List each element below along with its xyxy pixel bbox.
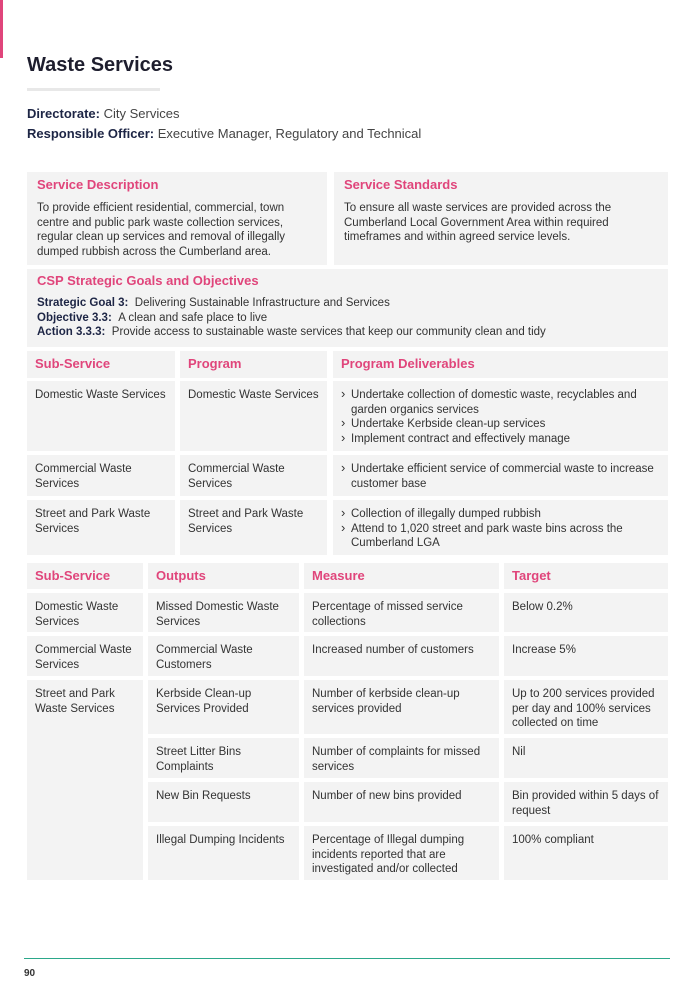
t2-header-target: Target [504, 563, 668, 589]
strategic-goal-label: Strategic Goal 3: [37, 297, 129, 309]
left-accent-bar [0, 0, 3, 58]
t2-subservice-street-park: Street and Park Waste Services [27, 680, 143, 880]
t2-measure-cell: Number of complaints for missed services [304, 738, 499, 778]
deliverable-item: › Undertake efficient service of commercial waste to increase customer base [341, 462, 660, 491]
page-title: Waste Services [27, 54, 174, 76]
deliverable-item: › Attend to 1,020 street and park waste bins across the Cumberland LGA [341, 522, 660, 551]
officer-label: Responsible Officer: [27, 126, 155, 141]
objective-label: Objective 3.3: [37, 311, 112, 324]
deliverable-item: › Collection of illegally dumped rubbish [341, 507, 660, 522]
footer-rule [24, 958, 670, 959]
page-number: 90 [24, 968, 36, 979]
t2-output-cell: Illegal Dumping Incidents [148, 826, 299, 880]
csp-details [37, 296, 658, 340]
t1-row1-deliverables [333, 381, 668, 451]
t2-output-cell: Street Litter Bins Complaints [148, 738, 299, 778]
directorate-value: City Services [103, 106, 180, 121]
t2-target-cell: Up to 200 services provided per day and 100% services collected on time [504, 680, 668, 734]
action-text: Provide access to sustainable waste services that keep our community clean and tidy [111, 326, 546, 338]
service-standards-box [334, 172, 668, 265]
t2-output-cell: Commercial Waste Customers [148, 636, 299, 676]
deliverable-item: › Undertake Kerbside clean-up services [341, 417, 660, 432]
t2-target-cell: Nil [504, 738, 668, 778]
t2-measure-cell: Number of new bins provided [304, 782, 499, 822]
t1-row1-program: Domestic Waste Services [180, 381, 327, 451]
title-underline [27, 88, 160, 91]
t2-output-cell: Missed Domestic Waste Services [148, 593, 299, 632]
t2-measure-cell: Percentage of missed service collections [304, 593, 499, 632]
strategic-goal-line [37, 296, 658, 311]
csp-heading: CSP Strategic Goals and Objectives [37, 273, 259, 288]
objective-line [37, 311, 658, 326]
t2-header-outputs: Outputs [148, 563, 299, 589]
t2-subservice-commercial: Commercial Waste Services [27, 636, 143, 676]
t1-row1-subservice: Domestic Waste Services [27, 381, 175, 451]
t2-target-cell: Increase 5% [504, 636, 668, 676]
t1-row2-deliverables [333, 455, 668, 496]
t1-header-subservice: Sub-Service [27, 351, 175, 378]
action-label: Action 3.3.3: [37, 326, 106, 338]
strategic-goal-text: Delivering Sustainable Infrastructure and Services [134, 297, 390, 309]
t1-header-program: Program [180, 351, 327, 378]
t2-measure-cell: Number of kerbside clean-up services provided [304, 680, 499, 734]
t1-row3-deliverables [333, 500, 668, 555]
t2-subservice-domestic: Domestic Waste Services [27, 593, 143, 632]
service-standards-text: To ensure all waste services are provided across the Cumberland Local Government Area within required timeframes and within agreed service levels. [344, 202, 612, 243]
officer-value: Executive Manager, Regulatory and Technical [157, 126, 422, 141]
t1-row2-subservice: Commercial Waste Services [27, 455, 175, 496]
t1-row3-program: Street and Park Waste Services [180, 500, 327, 555]
t2-header-measure: Measure [304, 563, 499, 589]
t2-output-cell: New Bin Requests [148, 782, 299, 822]
officer-line [27, 126, 421, 141]
t2-output-cell: Kerbside Clean-up Services Provided [148, 680, 299, 734]
deliverable-item: › Undertake collection of domestic waste, recyclables and garden organics services [341, 388, 660, 417]
t2-target-cell: Below 0.2% [504, 593, 668, 632]
t2-measure-cell: Increased number of customers [304, 636, 499, 676]
t2-measure-cell: Percentage of Illegal dumping incidents reported that are investigated and/or collected [304, 826, 499, 880]
deliverable-item: › Implement contract and effectively manage [341, 432, 660, 447]
csp-goals-box [27, 269, 668, 347]
t1-header-deliverables: Program Deliverables [333, 351, 668, 378]
service-standards-heading: Service Standards [344, 177, 458, 192]
t1-row3-subservice: Street and Park Waste Services [27, 500, 175, 555]
service-description-text: To provide efficient residential, commercial, town centre and public park waste collection services, regular clean up services and removal of illegally dumped rubbish across the Cumberland area. [37, 202, 286, 258]
directorate-line [27, 106, 179, 121]
action-line [37, 325, 658, 340]
t2-header-subservice: Sub-Service [27, 563, 143, 589]
service-description-box [27, 172, 327, 265]
t2-target-cell: Bin provided within 5 days of request [504, 782, 668, 822]
directorate-label: Directorate: [27, 106, 100, 121]
t1-row2-program: Commercial Waste Services [180, 455, 327, 496]
t2-target-cell: 100% compliant [504, 826, 668, 880]
service-description-heading: Service Description [37, 177, 159, 192]
objective-text: A clean and safe place to live [118, 311, 268, 324]
